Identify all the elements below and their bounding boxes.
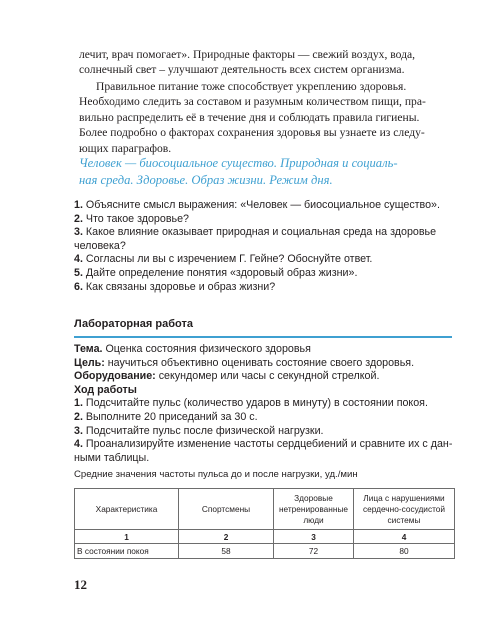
table-row xyxy=(75,544,455,559)
table-header-athletes: Спортсмены xyxy=(179,489,274,530)
lab-step-2-number: 2. xyxy=(74,410,83,423)
table-header-healthy-untrained: Здоровые нетренированные люди xyxy=(274,489,354,530)
lab-step-1 xyxy=(74,397,454,411)
paragraph-2-line-5: ющих параграфов. xyxy=(79,141,172,155)
lab-goal-label: Цель: xyxy=(74,356,105,369)
paragraph-2 xyxy=(79,79,442,156)
question-3 xyxy=(74,226,454,240)
question-5-text: Дайте определение понятия «здоровый образ жизни». xyxy=(85,266,358,279)
table-column-number: 1 xyxy=(75,530,179,544)
table-caption: Средние значения частоты пульса до и после нагрузки, уд./мин xyxy=(74,469,358,480)
question-2-text: Что такое здоровье? xyxy=(85,212,189,225)
paragraph-2-line-4: Более подробно о факторах сохранения здоровья вы узнаете из следу- xyxy=(79,126,425,140)
lab-step-2 xyxy=(74,411,454,425)
question-1 xyxy=(74,199,454,213)
question-4-text: Согласны ли вы с изречением Г. Гейне? Обоснуйте ответ. xyxy=(85,253,373,266)
paragraph-1 xyxy=(79,47,442,78)
lab-step-1-text: Подсчитайте пульс (количество ударов в минуту) в состоянии покоя. xyxy=(85,397,428,410)
page-number: 12 xyxy=(74,577,87,592)
table-header-characteristic: Характеристика xyxy=(75,489,179,530)
lab-procedure-title-text: Ход работы xyxy=(74,383,137,396)
lab-goal-text: научиться объективно оценивать состояние своего здоровья. xyxy=(104,356,415,369)
question-6-text: Как связаны здоровье и образ жизни? xyxy=(85,280,276,293)
question-5 xyxy=(74,267,454,281)
paragraph-2-line-1: Правильное питание тоже способствует укреплению здоровья. xyxy=(96,80,407,93)
lab-step-4-continued: ными таблицы. xyxy=(74,451,150,464)
table-header-row xyxy=(75,489,455,530)
question-2-number: 2. xyxy=(74,212,83,225)
lab-equipment xyxy=(74,370,454,384)
question-4 xyxy=(74,253,454,267)
question-6-number: 6. xyxy=(74,280,83,293)
lab-procedure-title xyxy=(74,384,454,398)
key-terms xyxy=(79,155,449,189)
lab-step-2-text: Выполните 20 приседаний за 30 с. xyxy=(85,410,258,423)
table-column-number: 3 xyxy=(274,530,354,544)
question-3-number: 3. xyxy=(74,226,83,239)
table-cell: 58 xyxy=(179,544,274,559)
table-cell: 80 xyxy=(354,544,455,559)
question-6 xyxy=(74,281,454,295)
paragraph-1-line-1: лечит, врач помогает». Природные факторы — свежий воздух, вода, xyxy=(79,48,416,61)
lab-topic-label: Тема. xyxy=(74,343,103,355)
table-cell: 72 xyxy=(274,544,354,559)
key-terms-line-2: ная среда. Здоровье. Образ жизни. Режим дня. xyxy=(79,173,333,187)
review-questions xyxy=(74,199,454,294)
lab-title: Лабораторная работа xyxy=(74,318,193,330)
table-column-number: 2 xyxy=(179,530,274,544)
lab-equipment-label: Оборудование: xyxy=(74,370,156,383)
lab-step-1-number: 1. xyxy=(74,397,83,410)
lab-topic xyxy=(74,343,454,357)
lab-step-4 xyxy=(74,438,454,452)
question-4-number: 4. xyxy=(74,253,83,266)
question-1-number: 1. xyxy=(74,199,83,211)
lab-step-3 xyxy=(74,425,454,439)
lab-topic-text: Оценка состояния физического здоровья xyxy=(102,343,311,355)
paragraph-2-line-3: вильно распределить её в течение дня и соблюдать правила гигиены. xyxy=(79,110,420,124)
key-terms-line-1: Человек — биосоциальное существо. Природная и социаль- xyxy=(79,156,398,170)
table-column-number: 4 xyxy=(354,530,455,544)
lab-step-4-text: Проанализируйте изменение частоты сердцебиений и сравните их с дан- xyxy=(85,438,453,451)
paragraph-2-line-2: Необходимо следить за составом и разумным количеством пищи, пра- xyxy=(79,95,426,109)
question-5-number: 5. xyxy=(74,266,83,279)
question-3-continued: человека? xyxy=(74,239,126,252)
lab-goal xyxy=(74,357,454,371)
table-cell: В состоянии покоя xyxy=(75,544,179,559)
table-column-number-row xyxy=(75,530,455,544)
lab-step-3-number: 3. xyxy=(74,424,83,437)
lab-step-3-text: Подсчитайте пульс после физической нагрузки. xyxy=(85,424,324,437)
paragraph-1-line-2: солнечный свет – улучшают деятельность всех систем организма. xyxy=(79,63,405,77)
lab-equipment-text: секундомер или часы с секундной стрелкой. xyxy=(155,370,380,383)
question-1-text: Объясните смысл выражения: «Человек — биосоциальное существо». xyxy=(85,199,440,211)
table-header-cardio-disorders: Лица с нарушениями сердечно-сосудистой системы xyxy=(354,489,455,530)
pulse-table xyxy=(74,488,455,559)
question-2 xyxy=(74,213,454,227)
lab-body xyxy=(74,343,454,465)
question-3-text: Какое влияние оказывает природная и социальная среда на здоровье xyxy=(85,226,437,239)
lab-step-4-number: 4. xyxy=(74,438,83,451)
lab-title-underline xyxy=(74,336,452,338)
